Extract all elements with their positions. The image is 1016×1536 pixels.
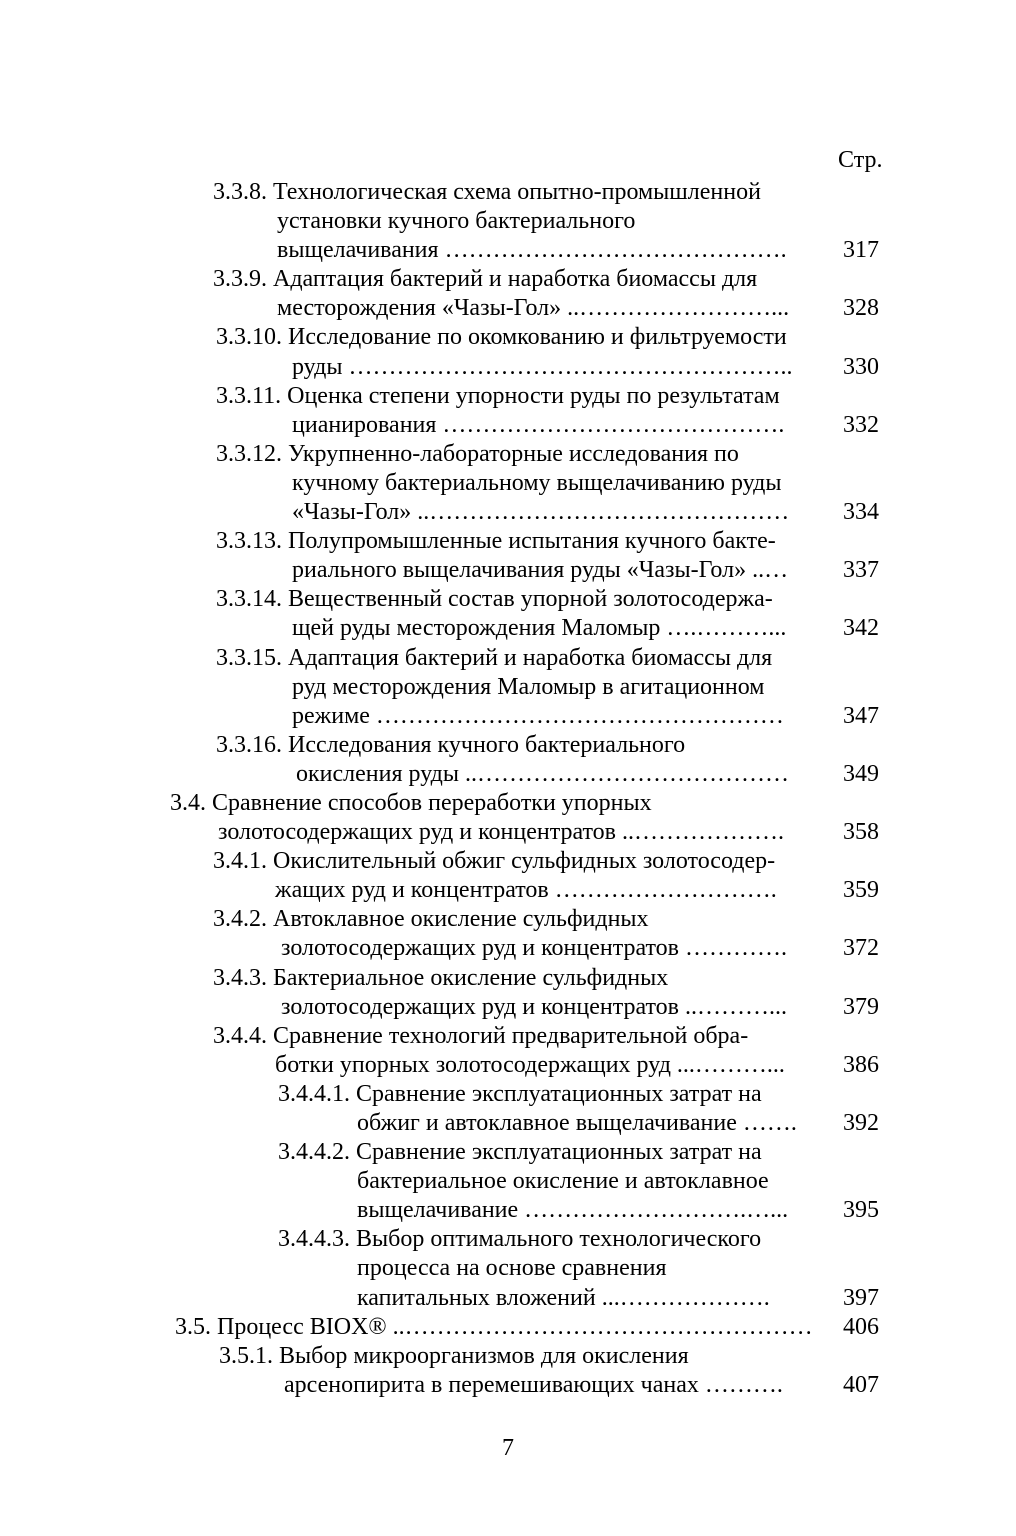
toc-entry — [0, 382, 1016, 440]
toc-entry-text: выщелачивания ……………………………………. — [277, 237, 787, 264]
toc-entry-line — [0, 1342, 1016, 1371]
toc-entry-text: жащих руд и концентратов ………………………. — [275, 877, 777, 904]
toc-entry-page: 317 — [843, 237, 879, 264]
toc-entry-line — [0, 382, 1016, 411]
toc-entry-line — [0, 353, 1016, 382]
toc-entry-line — [0, 818, 1016, 847]
toc-entry-line — [0, 585, 1016, 614]
toc-entry-page: 395 — [843, 1197, 879, 1224]
toc-entry — [0, 178, 1016, 265]
toc-entry-line — [0, 1080, 1016, 1109]
toc-entry-text: 3.4.2. Автоклавное окисление сульфидных — [213, 906, 649, 933]
toc-entry-text: 3.4.1. Окислительный обжиг сульфидных золотосодер- — [213, 848, 776, 875]
toc-entry-page: 392 — [843, 1110, 879, 1136]
toc-entry-page: 349 — [843, 760, 879, 787]
toc-entry-text: золотосодержащих руд и концентратов ..………... — [281, 993, 788, 1020]
toc-entry-line — [0, 1138, 1016, 1167]
toc-header — [0, 143, 1016, 178]
toc-entry-line — [0, 876, 1016, 905]
toc-entry-text: окисления руды ..………………………………… — [296, 760, 790, 787]
toc-entry-page: 406 — [843, 1313, 879, 1340]
toc-entry-line — [0, 614, 1016, 643]
toc-entry-text: кучному бактериальному выщелачиванию руды — [292, 469, 782, 496]
toc-entry-line — [0, 964, 1016, 993]
toc-entry-page: 386 — [843, 1051, 879, 1078]
toc-entry — [0, 1138, 1016, 1225]
toc-entry-line — [0, 469, 1016, 498]
toc-entry-text: цианирования ……………………………………. — [292, 411, 785, 438]
toc-entry-page: 328 — [843, 295, 879, 322]
toc-entry — [0, 1225, 1016, 1312]
toc-entry-text: 3.3.8. Технологическая схема опытно-промышленной — [213, 179, 761, 205]
toc-entry — [0, 905, 1016, 963]
toc-entry-text: щей руды месторождения Маломыр ….………... — [292, 615, 787, 642]
toc-entry-line — [0, 760, 1016, 789]
toc-entry-text: 3.3.16. Исследования кучного бактериального — [216, 731, 686, 758]
toc-entry — [0, 527, 1016, 585]
toc-entries — [0, 178, 1016, 1400]
toc-entry-line — [0, 673, 1016, 702]
toc-entry-line — [0, 1196, 1016, 1225]
table-of-contents — [0, 143, 1016, 1400]
toc-entry-text: 3.4.4.1. Сравнение эксплуатационных затрат на — [278, 1080, 762, 1107]
toc-entry-line — [0, 993, 1016, 1022]
toc-entry-line — [0, 731, 1016, 760]
toc-entry-line — [0, 1371, 1016, 1400]
toc-entry-line — [0, 556, 1016, 585]
toc-entry — [0, 1342, 1016, 1400]
toc-entry-text: 3.5.1. Выбор микроорганизмов для окисления — [219, 1342, 689, 1369]
toc-entry-page: 397 — [843, 1284, 879, 1311]
page-column-label: Стр. — [838, 147, 883, 173]
toc-entry-text: месторождения «Чазы-Гол» ..……………………... — [277, 295, 790, 322]
toc-entry-text: 3.3.13. Полупромышленные испытания кучного бакте- — [216, 528, 776, 555]
toc-entry-text: процесса на основе сравнения — [357, 1255, 667, 1282]
toc-entry-text: 3.4.4. Сравнение технологий предварительной обра- — [213, 1022, 749, 1049]
toc-entry-text: арсенопирита в перемешивающих чанах ………. — [284, 1371, 783, 1398]
toc-entry — [0, 265, 1016, 323]
toc-entry-text: 3.5. Процесс BIOX® ..…………………………………………… — [175, 1313, 813, 1340]
toc-entry-line — [0, 323, 1016, 352]
page-number: 7 — [502, 1435, 514, 1461]
toc-entry-line — [0, 411, 1016, 440]
toc-entry-line — [0, 847, 1016, 876]
toc-entry-page: 379 — [843, 993, 879, 1020]
toc-entry-text: «Чазы-Гол» ..……………………………………… — [292, 499, 790, 526]
toc-entry — [0, 585, 1016, 643]
toc-entry-line — [0, 207, 1016, 236]
toc-entry-line — [0, 265, 1016, 294]
toc-entry-text: 3.4.4.2. Сравнение эксплуатационных затрат на — [278, 1139, 762, 1166]
toc-entry — [0, 1313, 1016, 1342]
toc-entry-page: 337 — [843, 557, 879, 584]
toc-entry-page: 330 — [843, 353, 879, 380]
toc-entry-line — [0, 644, 1016, 673]
toc-entry-page: 347 — [843, 702, 879, 729]
toc-entry-page: 342 — [843, 615, 879, 642]
toc-entry-line — [0, 236, 1016, 265]
toc-entry-line — [0, 1022, 1016, 1051]
toc-entry-text: 3.4.4.3. Выбор оптимального технологического — [278, 1226, 762, 1253]
toc-entry-text: режиме …………………………………………… — [292, 702, 784, 729]
toc-entry-text: 3.3.12. Укрупненно-лабораторные исследования по — [216, 440, 739, 467]
toc-entry-text: руды ……………………………………………….. — [292, 353, 793, 380]
toc-entry-text: 3.4.3. Бактериальное окисление сульфидных — [213, 964, 669, 991]
toc-entry-line — [0, 527, 1016, 556]
toc-entry-line — [0, 934, 1016, 963]
toc-entry-line — [0, 178, 1016, 207]
toc-entry — [0, 789, 1016, 847]
toc-entry-line — [0, 294, 1016, 323]
toc-entry-page: 334 — [843, 499, 879, 526]
toc-entry-line — [0, 498, 1016, 527]
toc-entry-text: ботки упорных золотосодержащих руд ...………... — [275, 1051, 785, 1078]
toc-entry-line — [0, 1225, 1016, 1254]
toc-entry-line — [0, 1167, 1016, 1196]
toc-entry-line — [0, 1313, 1016, 1342]
toc-entry-text: золотосодержащих руд и концентратов …………. — [281, 935, 788, 962]
toc-entry-text: 3.4. Сравнение способов переработки упорных — [170, 789, 652, 816]
toc-entry-line — [0, 440, 1016, 469]
toc-entry-text: обжиг и автоклавное выщелачивание ……. — [357, 1110, 797, 1136]
toc-entry-text: установки кучного бактериального — [277, 208, 636, 235]
toc-entry-text: 3.3.9. Адаптация бактерий и наработка биомассы для — [213, 266, 758, 293]
toc-entry-page: 407 — [843, 1371, 879, 1398]
toc-entry-text: 3.3.14. Вещественный состав упорной золотосодержа- — [216, 586, 773, 613]
toc-entry-page: 358 — [843, 819, 879, 846]
toc-entry-line — [0, 702, 1016, 731]
toc-entry-text: бактериальное окисление и автоклавное — [357, 1168, 769, 1195]
toc-entry-text: выщелачивание ……………………….…... — [357, 1197, 789, 1224]
toc-entry-line — [0, 905, 1016, 934]
toc-entry-text: руд месторождения Маломыр в агитационном — [292, 673, 765, 700]
toc-entry — [0, 847, 1016, 905]
toc-entry-page: 359 — [843, 877, 879, 904]
toc-entry — [0, 964, 1016, 1022]
toc-entry-text: 3.3.15. Адаптация бактерий и наработка биомассы для — [216, 644, 773, 671]
toc-entry-line — [0, 1051, 1016, 1080]
toc-entry — [0, 731, 1016, 789]
toc-entry-line — [0, 1109, 1016, 1138]
toc-entry-line — [0, 1254, 1016, 1283]
toc-entry-text: риального выщелачивания руды «Чазы-Гол» ..… — [292, 557, 789, 584]
toc-entry-text: 3.3.11. Оценка степени упорности руды по результатам — [216, 382, 780, 409]
toc-entry-page: 332 — [843, 411, 879, 438]
toc-entry — [0, 1022, 1016, 1080]
toc-entry — [0, 323, 1016, 381]
toc-entry — [0, 644, 1016, 731]
toc-entry-line — [0, 789, 1016, 818]
toc-entry-text: золотосодержащих руд и концентратов ..………………. — [218, 819, 785, 846]
toc-entry-text: капитальных вложений ...………………. — [357, 1284, 770, 1311]
toc-entry — [0, 440, 1016, 527]
toc-entry-page: 372 — [843, 935, 879, 962]
toc-entry-line — [0, 1284, 1016, 1313]
toc-entry — [0, 1080, 1016, 1138]
toc-entry-text: 3.3.10. Исследование по окомкованию и фильтруемости — [216, 324, 787, 351]
